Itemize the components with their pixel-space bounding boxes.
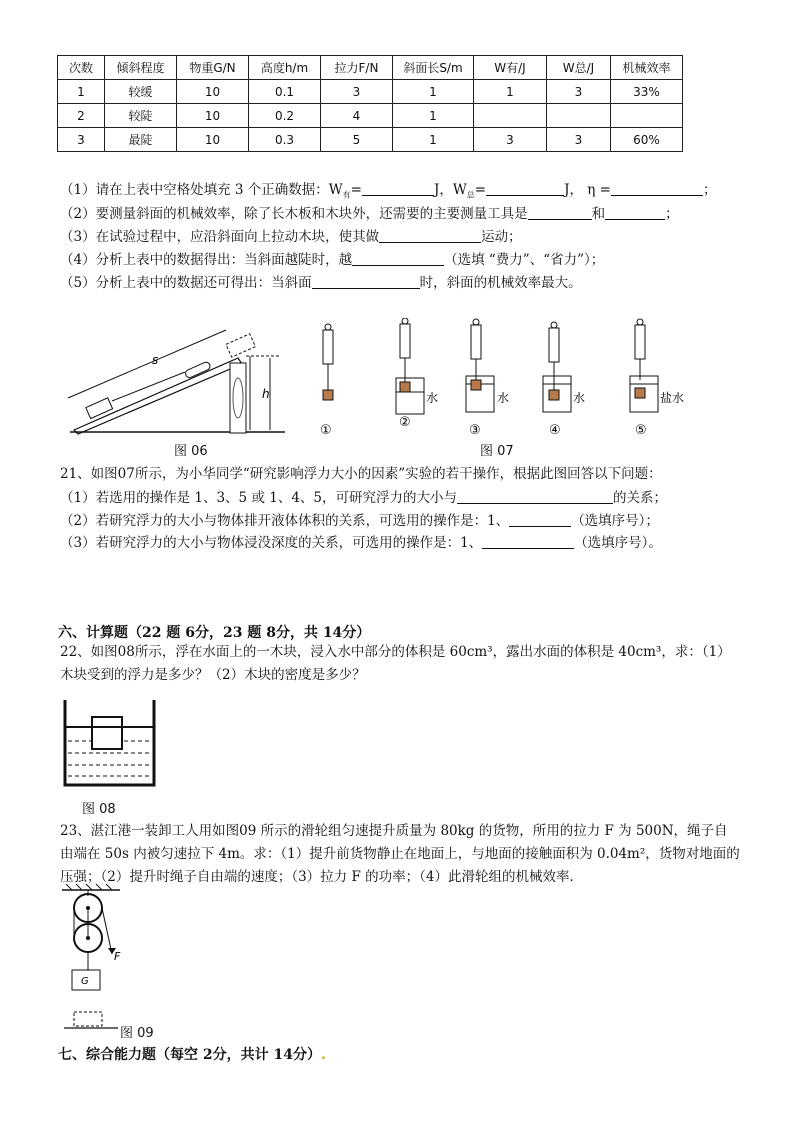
section-6-title: 六、计算题（22 题 6分，23 题 8分，共 14分） [58, 625, 371, 641]
spring-scale-1 [323, 324, 333, 400]
label-water: 水 [426, 391, 439, 405]
table-cell: 1 [58, 80, 105, 104]
q20-text: = [350, 182, 362, 198]
step-number: ⑤ [635, 423, 647, 438]
q20-line-5 [60, 271, 582, 291]
section-7-title-text: 七、综合能力题（每空 2分，共计 14分） [58, 1047, 321, 1063]
label-h: h [262, 387, 270, 401]
table-cell: 3 [321, 80, 393, 104]
table-row [58, 128, 683, 152]
table-cell: 3 [547, 128, 611, 152]
q20-text: ； [702, 182, 717, 198]
q20-text: 和 [591, 206, 606, 222]
label-water: 水 [573, 391, 586, 405]
step-number: ① [320, 423, 332, 438]
answer-blank[interactable] [379, 228, 481, 243]
table-header-cell: 高度h/m [249, 56, 321, 80]
q20-text: （1）请在上表中空格处填充 3 个正确数据：W [60, 182, 343, 198]
table-cell: 最陡 [105, 128, 177, 152]
table-header-cell: W总/J [547, 56, 611, 80]
q20-text: （3）在试验过程中，应沿斜面向上拉动木块，使其做 [60, 229, 380, 245]
answer-blank[interactable] [486, 181, 564, 196]
figure-09-pulley-system [58, 882, 138, 1036]
table-header-cell: 机械效率 [611, 56, 683, 80]
table-cell [611, 104, 683, 128]
label-G: G [81, 976, 89, 987]
table-header-row [58, 56, 683, 80]
q20-text: 时，斜面的机械效率最大。 [419, 275, 582, 291]
step-number: ③ [469, 423, 481, 438]
answer-blank[interactable] [312, 274, 420, 289]
q20-text: J， η = [564, 182, 611, 198]
answer-blank[interactable] [605, 205, 665, 220]
q20-line-4 [60, 248, 604, 268]
figure-07-buoyancy-experiment [308, 318, 688, 442]
figure-08-caption: 图 08 [82, 802, 116, 817]
label-water: 水 [497, 391, 510, 405]
q20-text: （选填 “费力”、“省力”）； [444, 252, 605, 268]
answer-blank[interactable] [457, 489, 613, 504]
spring-scale-4 [543, 322, 571, 412]
q21-text: （3）若研究浮力的大小与物体浸没深度的关系，可选用的操作是：1、 [60, 535, 483, 551]
table-cell: 1 [393, 128, 474, 152]
answer-blank[interactable] [352, 251, 444, 266]
table-cell: 较缓 [105, 80, 177, 104]
figure-07-caption: 图 07 [480, 444, 514, 459]
trailing-dot: . [320, 1047, 326, 1063]
section-7-title [58, 1044, 326, 1064]
q20-text: （2）要测量斜面的机械效率，除了长木板和木块外，还需要的主要测量工具是 [60, 206, 528, 222]
table-cell: 3 [58, 128, 105, 152]
q22-text: 22、如图08所示，浮在水面上的一木块，浸入水中部分的体积是 60cm³，露出水面的体积是 40cm³，求：（1）木块受到的浮力是多少？（2）木块的密度是多少？ [60, 644, 731, 683]
q21-intro: 21、如图07所示，为小华同学“研究影响浮力大小的因素”实验的若干操作，根据此图回答以下问题： [60, 466, 662, 482]
subscript: 有 [342, 190, 351, 200]
answer-blank[interactable] [611, 181, 703, 196]
table-cell [547, 104, 611, 128]
q21-text: （选填序号）； [571, 513, 659, 529]
table-header-cell: 物重G/N [177, 56, 249, 80]
q20-line-2 [60, 202, 679, 222]
table-header-cell: W有/J [474, 56, 547, 80]
q20-text: J，W [433, 182, 467, 198]
table-cell: 1 [393, 80, 474, 104]
table-row [58, 104, 683, 128]
table-cell: 3 [474, 128, 547, 152]
spring-scale-3 [466, 319, 494, 412]
table-row [58, 80, 683, 104]
table-header-cell: 拉力F/N [321, 56, 393, 80]
table-cell: 0.3 [249, 128, 321, 152]
table-cell: 10 [177, 80, 249, 104]
table-cell: 较陡 [105, 104, 177, 128]
table-cell: 1 [393, 104, 474, 128]
table-cell: 10 [177, 128, 249, 152]
step-number: ② [399, 415, 411, 430]
table-cell: 3 [547, 80, 611, 104]
q21-line-3 [60, 531, 662, 551]
q20-text: ； [665, 206, 679, 222]
q20-text: 运动； [481, 229, 522, 245]
answer-blank[interactable] [528, 205, 592, 220]
table-cell: 5 [321, 128, 393, 152]
q21-text: （选填序号）。 [574, 535, 662, 551]
q20-text: （5）分析上表中的数据还可得出：当斜面 [60, 275, 312, 291]
q21-text: （1）若选用的操作是 1、3、5 或 1、4、5，可研究浮力的大小与 [60, 490, 457, 506]
table-header-cell: 斜面长S/m [393, 56, 474, 80]
table-cell: 10 [177, 104, 249, 128]
table-cell: 4 [321, 104, 393, 128]
label-F: F [114, 950, 121, 963]
answer-blank[interactable] [509, 512, 571, 527]
table-cell: 1 [474, 80, 547, 104]
answer-blank[interactable] [362, 181, 434, 196]
table-cell: 33% [611, 80, 683, 104]
spring-scale-5 [630, 319, 658, 412]
table-cell: 60% [611, 128, 683, 152]
table-cell [474, 104, 547, 128]
subscript: 总 [466, 190, 475, 200]
answer-blank[interactable] [482, 534, 574, 549]
step-number: ④ [549, 423, 561, 438]
figure-09-caption: 图 09 [120, 1026, 154, 1041]
label-salt-water: 盐水 [660, 391, 685, 405]
q23-text: 23、湛江港一装卸工人用如图09 所示的滑轮组匀速提升质量为 80kg 的货物，所用的拉力 F 为 500N，绳子自由端在 50s 内被匀速拉下 4m。求：（1）提升前货物静止在地面上，与地面的接触面积为 0.04m²，货物对地面的压强；（2）提升时绳子自由端的速度；（3）拉力 F 的功率；（4）此滑轮组的机械效率． [60, 823, 740, 885]
table-cell: 0.1 [249, 80, 321, 104]
spring-scale-2 [396, 318, 424, 414]
table-cell: 2 [58, 104, 105, 128]
q21-text: （2）若研究浮力的大小与物体排开液体体积的关系，可选用的操作是：1、 [60, 513, 510, 529]
data-table [57, 55, 683, 152]
q21-line-1 [60, 486, 667, 506]
figure-06-inclined-plane [60, 318, 290, 436]
figure-06-caption: 图 06 [174, 444, 208, 459]
q21-line-2 [60, 509, 659, 529]
q20-text: = [474, 182, 487, 198]
q20-text: （4）分析上表中的数据得出：当斜面越陡时，越 [60, 252, 353, 268]
q20-line-3 [60, 225, 522, 245]
table-cell: 0.2 [249, 104, 321, 128]
figure-08-floating-block [62, 697, 162, 789]
table-header-cell: 次数 [58, 56, 105, 80]
label-s: s [152, 353, 159, 367]
q21-text: 的关系； [613, 490, 667, 506]
q20-line-1 [60, 178, 716, 201]
table-header-cell: 倾斜程度 [105, 56, 177, 80]
